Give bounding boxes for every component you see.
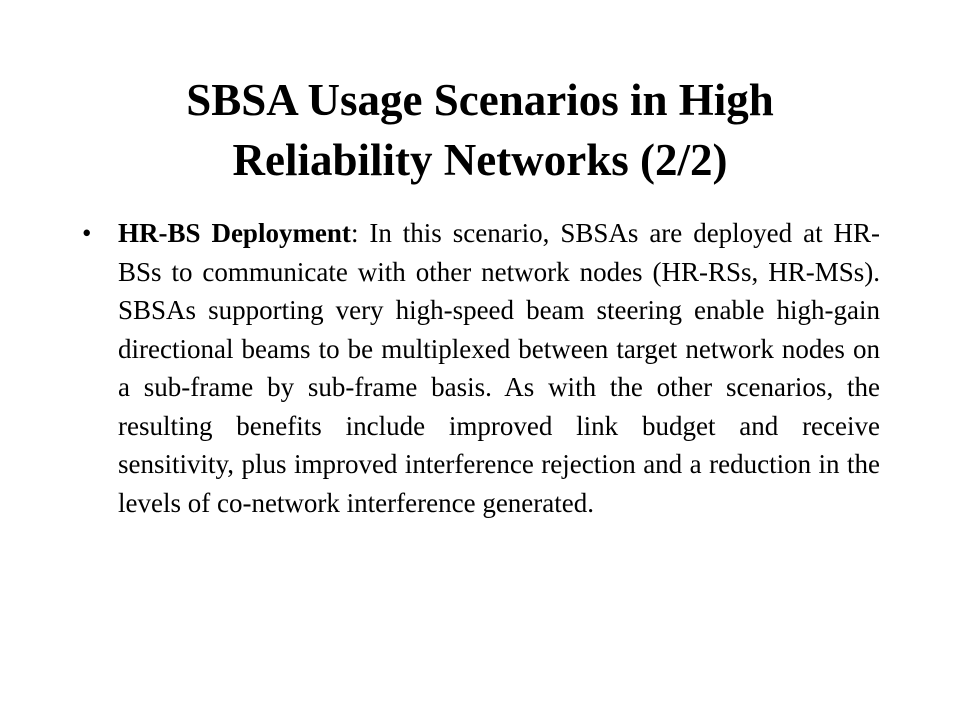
slide-title-line-2: Reliability Networks (2/2) [232,135,728,185]
slide-title-line-1: SBSA Usage Scenarios in High [186,75,774,125]
bullet-text: : In this scenario, SBSAs are deployed at HR-BSs to communicate with other network nodes (HR-RSs, HR-MSs). SBSAs supporting very high-speed beam steering enable high-gain directional beams to be multiplexed between target network nodes on a sub-frame by sub-frame basis. As with the other scenarios, the resulting benefits include improved link budget and receive sensitivity, plus improved interference rejection and a reduction in the levels of co-network interference generated. [118,218,881,518]
bullet-list [80,214,880,522]
bullet-heading: HR-BS Deployment [118,218,351,248]
bullet-item [80,214,880,522]
slide-title [110,70,850,190]
bullet-marker-icon: • [82,218,92,248]
